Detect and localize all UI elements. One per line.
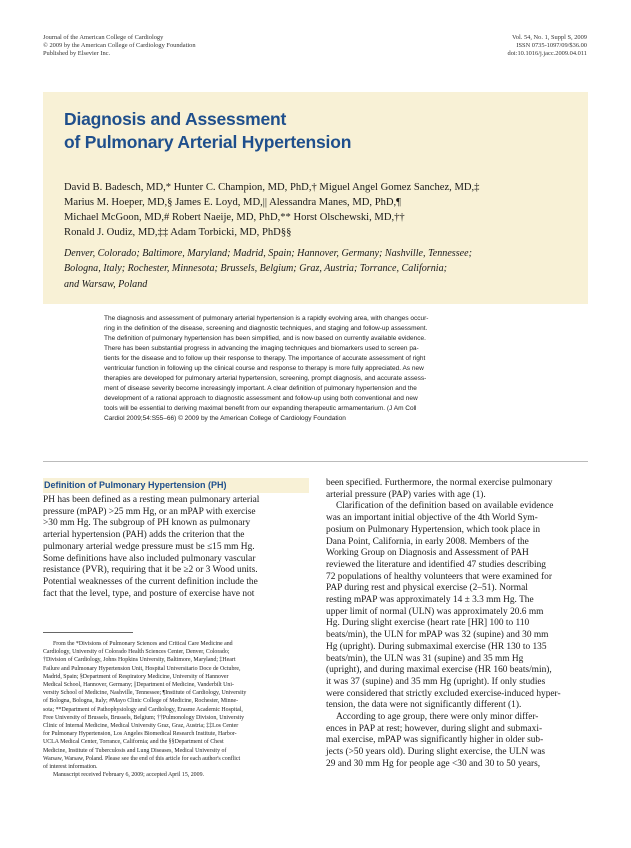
footnote-line: From the *Divisions of Pulmonary Sciences and Critical Care Medicine and [53, 641, 233, 647]
body-line: beats/min), the ULN for mPAP was 32 (supine) and 30 mm [326, 630, 549, 641]
abstract-line: The definition of pulmonary hypertension has been simplified, and is now based on currently available evidence. [104, 335, 426, 342]
article-title [64, 108, 484, 154]
body-line: been specified. Furthermore, the normal exercise pulmonary [326, 478, 553, 488]
body-line: ences in PAP at rest; however, during slight and submaxi- [326, 723, 543, 734]
abstract-line: tools will be essential to deriving maximal benefit from our expanding therapeutic armamentarium. (J Am Coll [104, 405, 417, 412]
footnote-line: Failure and Pulmonary Hypertension Unit, Hospital Universitario Doce de Octubre, [43, 665, 241, 672]
body-line: arterial pressure (PAP) varies with age (1). [326, 489, 486, 500]
author-line: Marius M. Hoeper, MD,§ James E. Loyd, MD,|| Alessandra Manes, MD, PhD,¶ [64, 197, 401, 208]
body-line: was an important initial objective of the 4th World Sym- [326, 513, 538, 524]
footnote-line: Free University of Brussels, Brussels, Belgium; ††Pulmonology Division, University [43, 714, 245, 721]
body-line: resting mPAP was approximately 14 ± 3.3 mm Hg. The [326, 595, 534, 606]
abstract-line: ring in the definition of the disease, screening and diagnostic techniques, and staging and follow-up assessment. [104, 325, 428, 332]
footnote-line: Warsaw, Warsaw, Poland. Please see the end of this article for each author's conflict [43, 755, 241, 762]
body-line: 29 and 30 mm Hg for people age <30 and 30 to 50 years, [326, 758, 541, 769]
affiliation-line: Denver, Colorado; Baltimore, Maryland; Madrid, Spain; Hannover, Germany; Nashville, Tennessee; [64, 248, 472, 259]
abstract-line: Cardiol 2009;54:S55–66) © 2009 by the American College of Cardiology Foundation [104, 415, 346, 422]
footnote-line: sota; **Department of Pathophysiology and Cardiology, Erasme Academic Hospital, [43, 706, 243, 713]
footnote-line: Clinic of Internal Medicine, Medical University Graz, Graz, Austria; ‡‡Los Center [43, 723, 239, 730]
title-line: Diagnosis and Assessment [64, 109, 287, 129]
footnote-divider [43, 632, 133, 633]
author-line: Ronald J. Oudiz, MD,‡‡ Adam Torbicki, MD, PhD§§ [64, 227, 292, 238]
body-line: Clarification of the definition based on available evidence [336, 501, 554, 512]
volume-line: Vol. 54, No. 1, Suppl S, 2009 [512, 34, 587, 41]
right-column-body [326, 478, 588, 771]
abstract-line: therapies are developed for pulmonary arterial hypertension, screening, prompt diagnosis, and accurate assess- [104, 375, 427, 382]
body-line: Working Group on Diagnosis and Assessment of PAH [326, 548, 529, 559]
abstract-line: ment of disease severity become increasingly important. A clear definition of pulmonary hypertension and the [104, 385, 417, 392]
body-line: fact that the level, type, and posture of exercise have not [43, 588, 255, 599]
copyright-line: © 2009 by the American College of Cardiology Foundation [43, 42, 196, 50]
abstract [104, 314, 534, 424]
body-line: pressure (mPAP) >25 mm Hg, or an mPAP with exercise [43, 506, 256, 517]
body-line: posium on Pulmonary Hypertension, which took place in [326, 524, 541, 535]
affiliation-line: Bologna, Italy; Rochester, Minnesota; Brussels, Belgium; Graz, Austria; Torrance, California; [64, 263, 447, 275]
author-line: David B. Badesch, MD,* Hunter C. Champion, MD, PhD,† Miguel Angel Gomez Sanchez, MD,‡ [64, 182, 480, 193]
publisher-line: Published by Elsevier Inc. [43, 50, 111, 58]
footnote-line: Medicine, Institute of Tuberculosis and Lung Diseases, Medical University of [43, 747, 227, 754]
abstract-line: ventricular function in following up the clinical course and response to therapy is more fully appreciated. As new [104, 365, 424, 372]
affiliation-line: and Warsaw, Poland [64, 278, 148, 290]
body-line: PH has been defined as a resting mean pulmonary arterial [43, 495, 260, 505]
footnote-line: versity School of Medicine, Nashville, Tennessee; ¶Institute of Cardiology, University [43, 690, 247, 697]
left-column-body [43, 495, 308, 600]
body-line: Dana Point, California, in early 2008. Members of the [326, 536, 529, 547]
body-line: 72 populations of healthy volunteers that were examined for [326, 571, 552, 582]
affiliation-locations [64, 246, 564, 292]
journal-name: Journal of the American College of Cardiology [43, 34, 164, 41]
body-line: PAP during rest and physical exercise (2–51). Normal [326, 583, 528, 594]
body-line: (upright), and during maximal exercise (HR 160 beats/min), [326, 665, 552, 676]
body-line: Some definitions have also included pulmonary vascular [43, 553, 256, 564]
journal-header-left [43, 34, 196, 58]
body-line: were considered that strictly excluded exercise-induced hyper- [326, 688, 561, 699]
footnote-line: for Pulmonary Hypertension, Los Angeles Biomedical Research Institute, Harbor- [43, 731, 237, 738]
body-line: it was 37 (supine) and 35 mm Hg (upright). If only studies [326, 676, 546, 687]
body-line: arterial hypertension (PAH) adds the criterion that the [43, 530, 245, 541]
body-line: beats/min), the ULN was 31 (supine) and 35 mm Hg [326, 653, 524, 664]
footnote-line: Medical School, Hannover, Germany; ||Department of Medicine, Vanderbilt Uni- [43, 682, 234, 689]
abstract-line: There has been substantial progress in advancing the imaging techniques and biomarkers used to screen pa- [104, 345, 419, 352]
body-line: According to age group, there were only minor differ- [336, 712, 539, 723]
body-line: Potential weaknesses of the current definition include the [43, 576, 258, 587]
manuscript-dates: Manuscript received February 6, 2009; accepted April 15, 2009. [53, 772, 204, 779]
body-line: pulmonary arterial wedge pressure must be ≤15 mm Hg. [43, 541, 255, 552]
body-line: Hg. During slight exercise (heart rate [HR] 100 to 110 [326, 618, 530, 629]
author-list [64, 180, 564, 240]
footnote-line: Madrid, Spain; §Department of Respiratory Medicine, University of Hannover [43, 673, 229, 680]
body-line: tension, the data were not significantly different (1). [326, 700, 522, 711]
doi-link[interactable]: doi:10.1016/j.jacc.2009.04.011 [507, 50, 587, 58]
body-line: reviewed the literature and identified 47 studies describing [326, 559, 546, 570]
title-line: of Pulmonary Arterial Hypertension [64, 132, 352, 152]
footnote-line: †Division of Cardiology, Johns Hopkins University, Baltimore, Maryland; ‡Heart [43, 657, 236, 664]
body-line: >30 mm Hg. The subgroup of PH known as pulmonary [43, 518, 251, 529]
abstract-line: tients for the disease and to follow up their response to therapy. The importance of accurate assessment of right [104, 355, 426, 362]
footnote-line: of interest information. [43, 764, 98, 771]
body-line: upper limit of normal (ULN) was approximately 20.6 mm [326, 606, 544, 617]
footnote-line: of Bologna, Bologna, Italy; #Mayo Clinic College of Medicine, Rochester, Minne- [43, 698, 239, 705]
section-divider [43, 461, 588, 462]
body-line: Hg (upright). During submaximal exercise (HR 130 to 135 [326, 641, 547, 652]
abstract-line: development of a rational approach to diagnostic assessment and follow-up using both conventional and new [104, 395, 418, 402]
affiliation-footnote [43, 640, 308, 779]
body-line: resistance (PVR), requiring that it be ≥2 or 3 Wood units. [43, 565, 258, 576]
footnote-line: UCLA Medical Center, Torrance, California; and the §§Department of Chest [43, 739, 224, 746]
abstract-line: The diagnosis and assessment of pulmonary arterial hypertension is a rapidly evolving area, with changes occur- [104, 315, 429, 322]
body-line: jects (>50 years old). During slight exercise, the ULN was [326, 747, 546, 758]
section-heading: Definition of Pulmonary Hypertension (PH) [43, 478, 309, 493]
footnote-line: Cardiology, University of Colorado Health Sciences Center, Denver, Colorado; [43, 649, 230, 656]
journal-header-right [508, 34, 587, 58]
body-line: mal exercise, mPAP was significantly higher in older sub- [326, 735, 544, 746]
issn-line: ISSN 0735-1097/09/$36.00 [516, 42, 587, 50]
author-line: Michael McGoon, MD,# Robert Naeije, MD, PhD,** Horst Olschewski, MD,†† [64, 212, 405, 223]
